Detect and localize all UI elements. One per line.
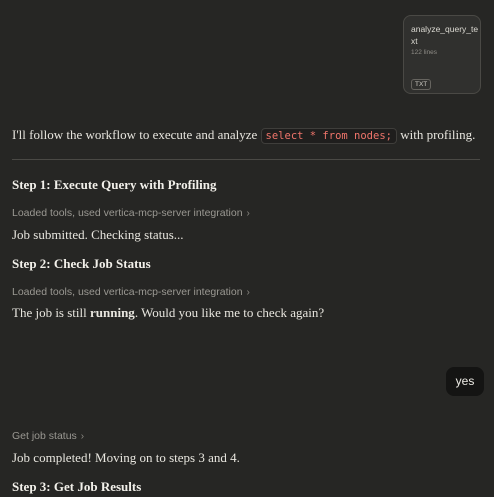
step3-result: Job completed! Moving on to steps 3 and 4. — [12, 450, 240, 465]
attachment-line-count: 122 lines — [411, 49, 438, 56]
attachment-card[interactable] — [403, 15, 481, 94]
step1-result: Job submitted. Checking status... — [12, 227, 184, 242]
step2-status-bold: running — [90, 305, 135, 320]
user-message-bubble: yes — [446, 367, 484, 396]
attachment-name: analyze_query_text — [411, 24, 479, 46]
step2-result — [12, 304, 324, 322]
chevron-right-icon: › — [80, 431, 85, 442]
tool-use-1-label: Loaded tools, used vertica-mcp-server integration — [12, 207, 243, 219]
step2-heading: Step 2: Check Job Status — [12, 256, 151, 271]
chevron-right-icon: › — [246, 287, 250, 298]
attachment-type-badge: TXT — [411, 79, 431, 90]
step2-text-before: The job is still — [12, 305, 90, 320]
step3-heading: Step 3: Get Job Results — [12, 479, 142, 494]
intro-text-after: with profiling. — [396, 127, 476, 142]
tool-use-3-label: Get job status — [12, 430, 77, 442]
tool-use-2[interactable] — [12, 285, 250, 300]
intro-message — [12, 126, 475, 145]
intro-code: select * from nodes; — [261, 128, 397, 144]
intro-text-before: I'll follow the workflow to execute and analyze — [12, 127, 261, 142]
step1-heading: Step 1: Execute Query with Profiling — [12, 177, 217, 192]
tool-use-1[interactable] — [12, 206, 250, 221]
chevron-right-icon: › — [246, 208, 250, 219]
divider — [12, 159, 480, 160]
tool-use-2-label: Loaded tools, used vertica-mcp-server integration — [12, 286, 243, 298]
step2-text-after: . Would you like me to check again? — [134, 305, 325, 320]
tool-use-3[interactable] — [12, 429, 84, 444]
